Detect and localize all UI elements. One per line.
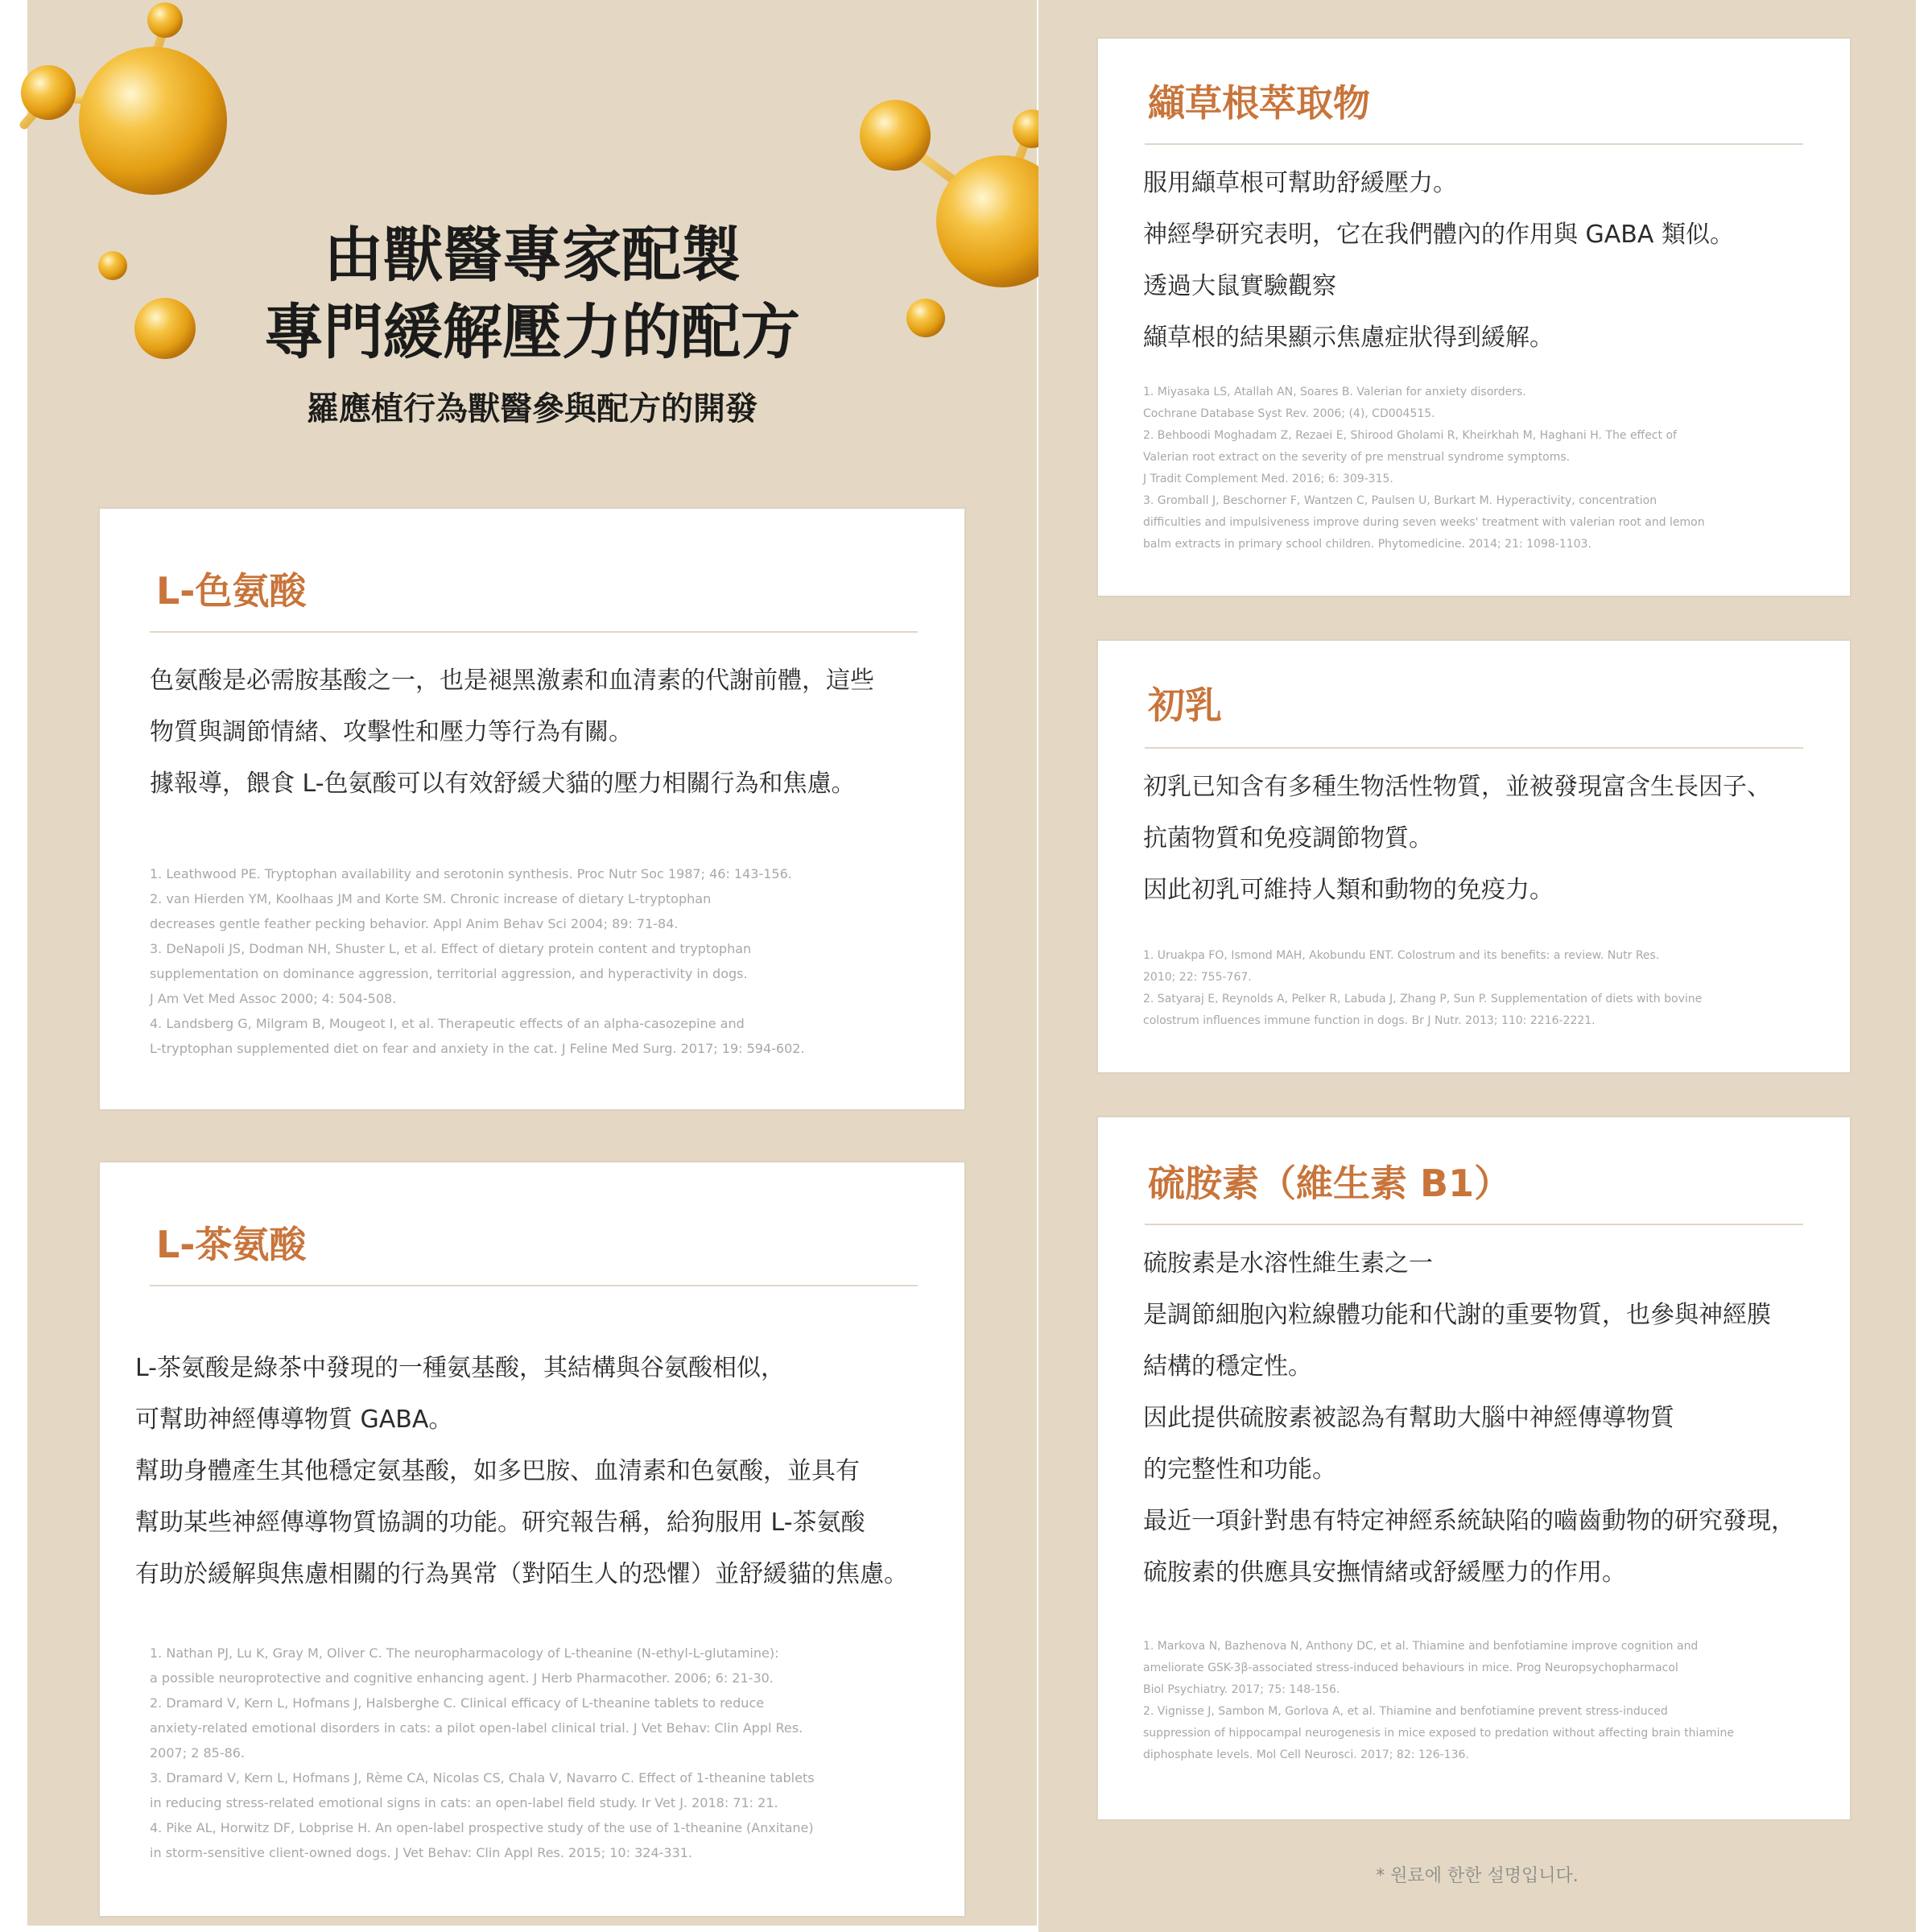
reference-line: 3. Gromball J, Beschorner F, Wantzen C, Paulsen U, Burkart M. Hyperactivity, concentration (1143, 494, 1657, 507)
card-colostrum (1096, 639, 1852, 1074)
reference-line: suppression of hippocampal neurogenesis in mice exposed to predation without affecting brain thiamine (1143, 1727, 1734, 1740)
body-line: 結構的穩定性。 (1143, 1352, 1312, 1381)
molecule-atom (1013, 109, 1038, 148)
molecule-atom (79, 47, 227, 195)
reference-line: difficulties and impulsiveness improve during seven weeks' treatment with valerian root and lemon (1143, 516, 1705, 529)
molecule-atom (147, 2, 183, 38)
body-line: 抗菌物質和免疫調節物質。 (1143, 824, 1433, 852)
bottom-edge-strip (0, 1926, 1038, 1932)
reference-line: diphosphate levels. Mol Cell Neurosci. 2017; 82: 126-136. (1143, 1748, 1469, 1761)
reference-line: 2010; 22: 755-767. (1143, 971, 1252, 984)
body-line: 因此提供硫胺素被認為有幫助大腦中神經傳導物質 (1143, 1404, 1674, 1432)
reference-line: 2. Dramard V, Kern L, Hofmans J, Halsberghe C. Clinical efficacy of L-theanine tablets to reduce (150, 1695, 765, 1711)
reference-line: J Am Vet Med Assoc 2000; 4: 504-508. (150, 991, 397, 1006)
body-line: 硫胺素是水溶性維生素之一 (1143, 1249, 1433, 1278)
card-title: 初乳 (1148, 683, 1222, 727)
body-line: 可幫助神經傳導物質 GABA。 (135, 1406, 453, 1434)
card-divider (1145, 1224, 1803, 1225)
card-title: 硫胺素（維生素 B1） (1148, 1162, 1512, 1205)
card-divider (150, 1285, 918, 1286)
reference-line: 3. DeNapoli JS, Dodman NH, Shuster L, et al. Effect of dietary protein content and tryptophan (150, 941, 752, 956)
card-title: 纈草根萃取物 (1148, 81, 1370, 125)
body-line: 色氨酸是必需胺基酸之一，也是褪黑激素和血清素的代謝前體，這些 (150, 667, 874, 695)
reference-line: 2. van Hierden YM, Koolhaas JM and Korte SM. Chronic increase of dietary L-tryptophan (150, 891, 712, 906)
reference-line: Cochrane Database Syst Rev. 2006; (4), CD004515. (1143, 407, 1435, 420)
reference-line: balm extracts in primary school children. Phytomedicine. 2014; 21: 1098-1103. (1143, 538, 1591, 551)
reference-line: decreases gentle feather pecking behavior. Appl Anim Behav Sci 2004; 89: 71-84. (150, 916, 679, 931)
body-line: 纈草根的結果顯示焦慮症狀得到緩解。 (1143, 324, 1554, 352)
body-line: 服用纈草根可幫助舒緩壓力。 (1143, 169, 1457, 197)
reference-line: colostrum influences immune function in dogs. Br J Nutr. 2013; 110: 2216-2221. (1143, 1014, 1596, 1027)
body-line: 初乳已知含有多種生物活性物質，並被發現富含生長因子、 (1143, 773, 1771, 801)
reference-line: 1. Markova N, Bazhenova N, Anthony DC, et al. Thiamine and benfotiamine improve cognition and (1143, 1640, 1699, 1653)
body-line: 幫助某些神經傳導物質協調的功能。研究報告稱，給狗服用 L-茶氨酸 (135, 1509, 865, 1537)
hero-subtitle: 羅應植行為獸醫參與配方的開發 (307, 390, 758, 427)
card-divider (150, 631, 918, 633)
reference-line: 1. Uruakpa FO, Ismond MAH, Akobundu ENT. Colostrum and its benefits: a review. Nutr Res. (1143, 949, 1660, 962)
reference-line: L-tryptophan supplemented diet on fear and anxiety in the cat. J Feline Med Surg. 2017; 19: 594-602. (150, 1041, 805, 1056)
reference-line: Valerian root extract on the severity of pre menstrual syndrome symptoms. (1143, 451, 1571, 464)
card-thiamine (1096, 1116, 1852, 1821)
card-title: L-茶氨酸 (156, 1223, 307, 1266)
reference-line: 4. Landsberg G, Milgram B, Mougeot I, et al. Therapeutic effects of an alpha-casozepine and (150, 1016, 745, 1031)
reference-line: supplementation on dominance aggression, territorial aggression, and hyperactivity in dogs. (150, 966, 748, 981)
body-line: 最近一項針對患有特定神經系統缺陷的嚙齒動物的研究發現， (1143, 1507, 1795, 1535)
hero-title-line2: 專門緩解壓力的配方 (264, 298, 800, 367)
reference-line: 2. Satyaraj E, Reynolds A, Pelker R, Labuda J, Zhang P, Sun P. Supplementation of diets with bovine (1143, 993, 1703, 1005)
reference-line: 2007; 2 85-86. (150, 1745, 246, 1761)
body-line: 的完整性和功能。 (1143, 1455, 1336, 1484)
reference-line: 1. Leathwood PE. Tryptophan availability and serotonin synthesis. Proc Nutr Soc 1987; 46: 143-156. (150, 866, 792, 881)
card-title: L-色氨酸 (156, 569, 307, 613)
reference-line: ameliorate GSK-3β-associated stress-induced behaviours in mice. Prog Neuropsychopharmacol (1143, 1662, 1678, 1674)
card-tryptophan (98, 507, 966, 1111)
body-line: 物質與調節情緒、攻擊性和壓力等行為有關。 (150, 718, 633, 746)
body-line: 透過大鼠實驗觀察 (1143, 272, 1336, 300)
reference-line: in reducing stress-related emotional signs in cats: an open-label field study. Ir Vet J. 2018: 71: 21. (150, 1795, 778, 1810)
body-line: 是調節細胞內粒線體功能和代謝的重要物質，也參與神經膜 (1143, 1301, 1771, 1329)
footnote: * 원료에 한한 설명입니다. (1376, 1866, 1579, 1886)
reference-line: J Tradit Complement Med. 2016; 6: 309-315. (1143, 473, 1393, 485)
reference-line: 1. Nathan PJ, Lu K, Gray M, Oliver C. The neuropharmacology of L-theanine (N-ethyl-L-glutamine): (150, 1645, 779, 1661)
reference-line: anxiety-related emotional disorders in cats: a pilot open-label clinical trial. J Vet Behav: Clin Appl Res. (150, 1720, 803, 1736)
body-line: 因此初乳可維持人類和動物的免疫力。 (1143, 876, 1554, 904)
hero-title-line1: 由獸醫專家配製 (324, 221, 741, 290)
body-line: 神經學研究表明，它在我們體內的作用與 GABA 類似。 (1143, 221, 1734, 249)
body-line: L-茶氨酸是綠茶中發現的一種氨基酸，其結構與谷氨酸相似， (135, 1354, 786, 1382)
card-valerian (1096, 37, 1852, 597)
body-line: 據報導，餵食 L-色氨酸可以有效舒緩犬貓的壓力相關行為和焦慮。 (150, 770, 856, 798)
reference-line: a possible neuroprotective and cognitive enhancing agent. J Herb Pharmacother. 2006; 6: 21-30. (150, 1670, 774, 1686)
reference-line: 2. Behboodi Moghadam Z, Rezaei E, Shirood Gholami R, Kheirkhah M, Haghani H. The effect of (1143, 429, 1677, 442)
card-theanine (98, 1161, 966, 1918)
right-edge-strip (1916, 0, 1932, 1932)
body-line: 硫胺素的供應具安撫情緒或舒緩壓力的作用。 (1143, 1558, 1626, 1587)
card-divider (1145, 747, 1803, 749)
reference-line: 4. Pike AL, Horwitz DF, Lobprise H. An open-label prospective study of the use of 1-theanine (Anxitane) (150, 1820, 814, 1835)
molecule-atom (21, 65, 76, 120)
reference-line: 1. Miyasaka LS, Atallah AN, Soares B. Valerian for anxiety disorders. (1143, 386, 1526, 398)
reference-line: 2. Vignisse J, Sambon M, Gorlova A, et al. Thiamine and benfotiamine prevent stress-induced (1143, 1705, 1668, 1718)
reference-line: in storm-sensitive client-owned dogs. J Vet Behav: Clin Appl Res. 2015; 10: 324-331. (150, 1845, 693, 1860)
body-line: 有助於緩解與焦慮相關的行為異常（對陌生人的恐懼）並舒緩貓的焦慮。 (135, 1560, 908, 1588)
card-divider (1145, 143, 1803, 145)
reference-line: Biol Psychiatry. 2017; 75: 148-156. (1143, 1683, 1340, 1696)
molecule-atom (860, 100, 931, 171)
reference-line: 3. Dramard V, Kern L, Hofmans J, Rème CA, Nicolas CS, Chala V, Navarro C. Effect of 1-theanine tablets (150, 1770, 815, 1785)
body-line: 幫助身體產生其他穩定氨基酸，如多巴胺、血清素和色氨酸，並具有 (135, 1457, 860, 1485)
